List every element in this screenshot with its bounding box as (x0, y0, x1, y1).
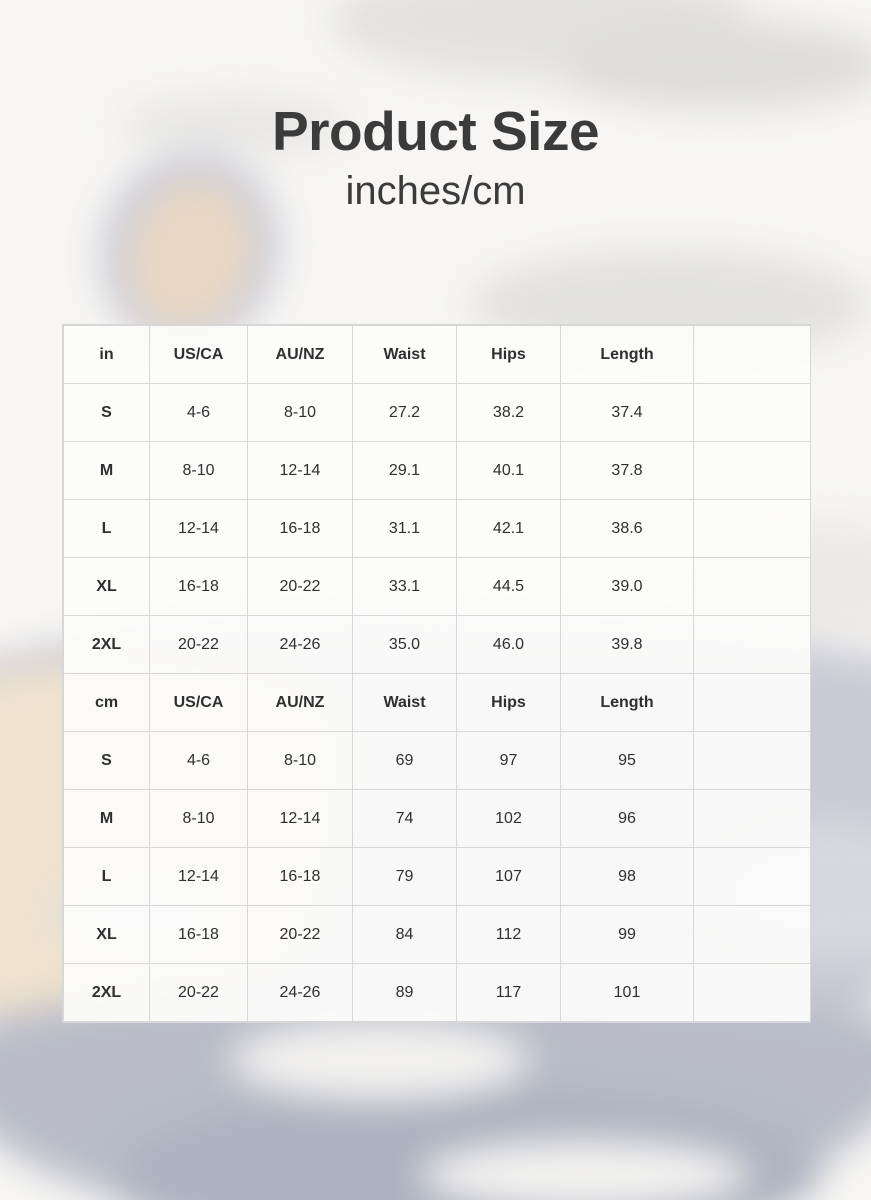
cell-au-nz: 12-14 (248, 790, 353, 848)
cell-empty (694, 906, 811, 964)
cell-hips: 117 (457, 964, 561, 1022)
cell-au-nz: 20-22 (248, 906, 353, 964)
cell-empty (694, 964, 811, 1022)
cell-au-nz: 24-26 (248, 964, 353, 1022)
column-header-hips: Hips (457, 326, 561, 384)
column-header-us-ca: US/CA (150, 674, 248, 732)
size-label: XL (64, 906, 150, 964)
table-row (64, 442, 811, 500)
page-subtitle: inches/cm (345, 168, 526, 213)
cell-waist: 74 (353, 790, 457, 848)
cell-au-nz: 8-10 (248, 732, 353, 790)
size-table (63, 325, 811, 1022)
cell-hips: 102 (457, 790, 561, 848)
cell-length: 39.8 (561, 616, 694, 674)
column-header-length: Length (561, 674, 694, 732)
size-label: S (64, 384, 150, 442)
table-row (64, 848, 811, 906)
column-header-waist: Waist (353, 326, 457, 384)
cell-empty (694, 848, 811, 906)
table-row (64, 790, 811, 848)
cell-waist: 31.1 (353, 500, 457, 558)
size-label: 2XL (64, 616, 150, 674)
cell-au-nz: 16-18 (248, 848, 353, 906)
cell-length: 99 (561, 906, 694, 964)
column-header-au-nz: AU/NZ (248, 326, 353, 384)
cell-us-ca: 12-14 (150, 848, 248, 906)
size-label: XL (64, 558, 150, 616)
table-row (64, 732, 811, 790)
column-header-au-nz: AU/NZ (248, 674, 353, 732)
cell-length: 37.8 (561, 442, 694, 500)
column-header-hips: Hips (457, 674, 561, 732)
cell-empty (694, 500, 811, 558)
size-label: M (64, 442, 150, 500)
cell-us-ca: 8-10 (150, 442, 248, 500)
table-row (64, 964, 811, 1022)
column-header-length: Length (561, 326, 694, 384)
cell-us-ca: 16-18 (150, 558, 248, 616)
cell-waist: 79 (353, 848, 457, 906)
cell-us-ca: 8-10 (150, 790, 248, 848)
size-label: L (64, 848, 150, 906)
cell-waist: 33.1 (353, 558, 457, 616)
column-header-us-ca: US/CA (150, 326, 248, 384)
cell-waist: 35.0 (353, 616, 457, 674)
column-header-empty (694, 674, 811, 732)
size-tables (62, 324, 811, 1023)
size-label: S (64, 732, 150, 790)
column-header-unit: cm (64, 674, 150, 732)
cell-au-nz: 12-14 (248, 442, 353, 500)
cell-waist: 69 (353, 732, 457, 790)
cell-empty (694, 442, 811, 500)
cell-length: 96 (561, 790, 694, 848)
cell-empty (694, 790, 811, 848)
cell-length: 98 (561, 848, 694, 906)
cell-au-nz: 16-18 (248, 500, 353, 558)
table-header-row-cm (64, 674, 811, 732)
cell-hips: 107 (457, 848, 561, 906)
cell-length: 38.6 (561, 500, 694, 558)
cell-hips: 38.2 (457, 384, 561, 442)
cell-length: 37.4 (561, 384, 694, 442)
cell-empty (694, 616, 811, 674)
table-row (64, 384, 811, 442)
table-row (64, 500, 811, 558)
cell-hips: 40.1 (457, 442, 561, 500)
cell-waist: 84 (353, 906, 457, 964)
cell-hips: 97 (457, 732, 561, 790)
cell-us-ca: 20-22 (150, 964, 248, 1022)
cell-hips: 42.1 (457, 500, 561, 558)
cell-au-nz: 20-22 (248, 558, 353, 616)
cell-us-ca: 12-14 (150, 500, 248, 558)
table-row (64, 558, 811, 616)
cell-au-nz: 8-10 (248, 384, 353, 442)
cell-hips: 46.0 (457, 616, 561, 674)
cell-length: 101 (561, 964, 694, 1022)
page-title: Product Size (271, 100, 600, 162)
cell-us-ca: 16-18 (150, 906, 248, 964)
table-row (64, 616, 811, 674)
cell-waist: 29.1 (353, 442, 457, 500)
cell-us-ca: 20-22 (150, 616, 248, 674)
size-label: L (64, 500, 150, 558)
cell-empty (694, 384, 811, 442)
cell-length: 95 (561, 732, 694, 790)
cell-us-ca: 4-6 (150, 384, 248, 442)
column-header-waist: Waist (353, 674, 457, 732)
cell-length: 39.0 (561, 558, 694, 616)
table-row (64, 906, 811, 964)
page-heading (0, 0, 871, 213)
cell-hips: 112 (457, 906, 561, 964)
cell-empty (694, 558, 811, 616)
column-header-empty (694, 326, 811, 384)
cell-hips: 44.5 (457, 558, 561, 616)
size-label: M (64, 790, 150, 848)
cell-us-ca: 4-6 (150, 732, 248, 790)
table-header-row-inches (64, 326, 811, 384)
cell-au-nz: 24-26 (248, 616, 353, 674)
cell-waist: 89 (353, 964, 457, 1022)
cell-empty (694, 732, 811, 790)
size-label: 2XL (64, 964, 150, 1022)
cell-waist: 27.2 (353, 384, 457, 442)
column-header-unit: in (64, 326, 150, 384)
